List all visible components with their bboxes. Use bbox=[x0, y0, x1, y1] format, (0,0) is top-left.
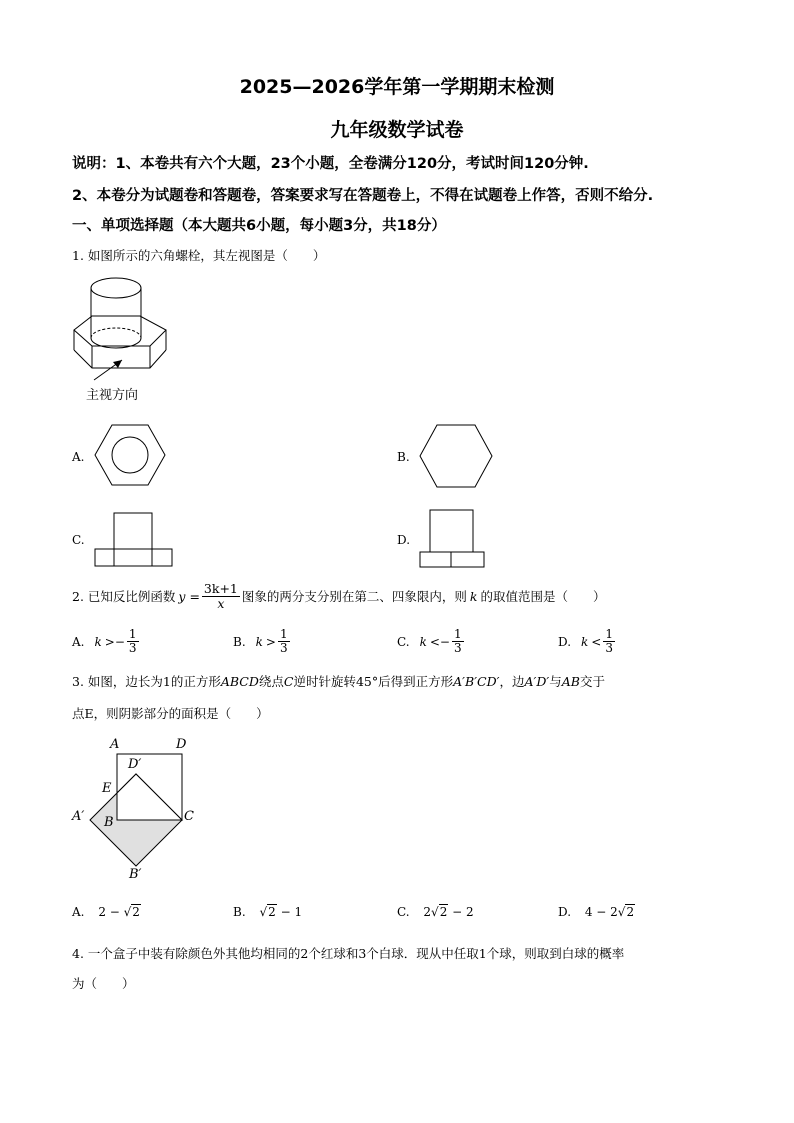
question-4-stem-line1: 4. 一个盒子中装有除颜色外其他均相同的2个红球和3个白球．现从中任取1个球，则取到白球的概率 bbox=[72, 946, 625, 961]
svg-text:D: D bbox=[176, 737, 187, 752]
svg-text:B: B bbox=[104, 815, 114, 830]
svg-text:C: C bbox=[184, 809, 194, 824]
svg-text:A: A bbox=[110, 737, 120, 752]
question-4-stem-line2: 为（ ） bbox=[72, 976, 135, 991]
q1-option-b-label: B. bbox=[397, 450, 410, 464]
q3-option-a: A. 2 − √2 bbox=[72, 905, 140, 919]
q1-option-b-figure bbox=[419, 424, 494, 488]
view-direction-label: 主视方向 bbox=[86, 388, 139, 403]
question-2-stem: 2. 已知反比例函数 y = $\frac{3k+1}{x}$ 图象的两分支分别在第二、四象限内，则 k 的取值范围是（ ） bbox=[72, 581, 606, 611]
q3-option-d: D. 4 − 2√2 bbox=[558, 905, 635, 919]
q1-option-c-figure bbox=[94, 512, 182, 568]
svg-text:B′: B′ bbox=[129, 867, 142, 882]
q1-option-a-figure bbox=[94, 424, 166, 486]
question-3-stem-line2: 点E，则阴影部分的面积是（ ） bbox=[72, 706, 269, 721]
svg-text:A′: A′ bbox=[72, 809, 85, 824]
svg-text:D′: D′ bbox=[128, 757, 142, 772]
question-3-stem-line1: 3. 如图，边长为1的正方形ABCD绕点C逆时针旋转45°后得到正方形A′B′CD′，边A′D′与AB交于 bbox=[72, 674, 605, 689]
note-2: 2、本卷分为试题卷和答题卷，答案要求写在答题卷上，不得在试题卷上作答，否则不给分. bbox=[72, 188, 654, 204]
q1-option-c-label: C. bbox=[72, 533, 85, 547]
section-heading: 一、单项选择题（本大题共6小题，每小题3分，共18分） bbox=[72, 218, 446, 234]
q1-option-d-label: D. bbox=[397, 533, 411, 547]
svg-text:E: E bbox=[102, 781, 112, 796]
q3-option-b: B. √2 − 1 bbox=[233, 905, 303, 919]
note-1: 说明：1、本卷共有六个大题，23个小题，全卷满分120分，考试时间120分钟. bbox=[72, 156, 589, 172]
q3-option-c: C. 2√2 − 2 bbox=[397, 905, 474, 919]
q2-option-b: B. k > $\frac{1}{3}$ bbox=[233, 627, 288, 656]
exam-subtitle: 九年级数学试卷 bbox=[330, 119, 464, 141]
q2-option-c: C. k <− $\frac{1}{3}$ bbox=[397, 627, 462, 656]
hex-bolt-figure bbox=[66, 272, 176, 412]
q2-function-fraction: $\frac{3k+1}{x}$ bbox=[203, 581, 238, 611]
q1-option-d-figure bbox=[419, 509, 489, 569]
q2-option-d: D. k < $\frac{1}{3}$ bbox=[558, 627, 613, 656]
question-1-stem: 1. 如图所示的六角螺栓，其左视图是（ ） bbox=[72, 248, 326, 263]
q2-option-a: A. k >− $\frac{1}{3}$ bbox=[72, 627, 137, 656]
rotated-square-figure bbox=[66, 732, 206, 884]
exam-title: 2025—2026学年第一学期期末检测 bbox=[239, 76, 555, 98]
q1-option-a-label: A. bbox=[72, 450, 85, 464]
